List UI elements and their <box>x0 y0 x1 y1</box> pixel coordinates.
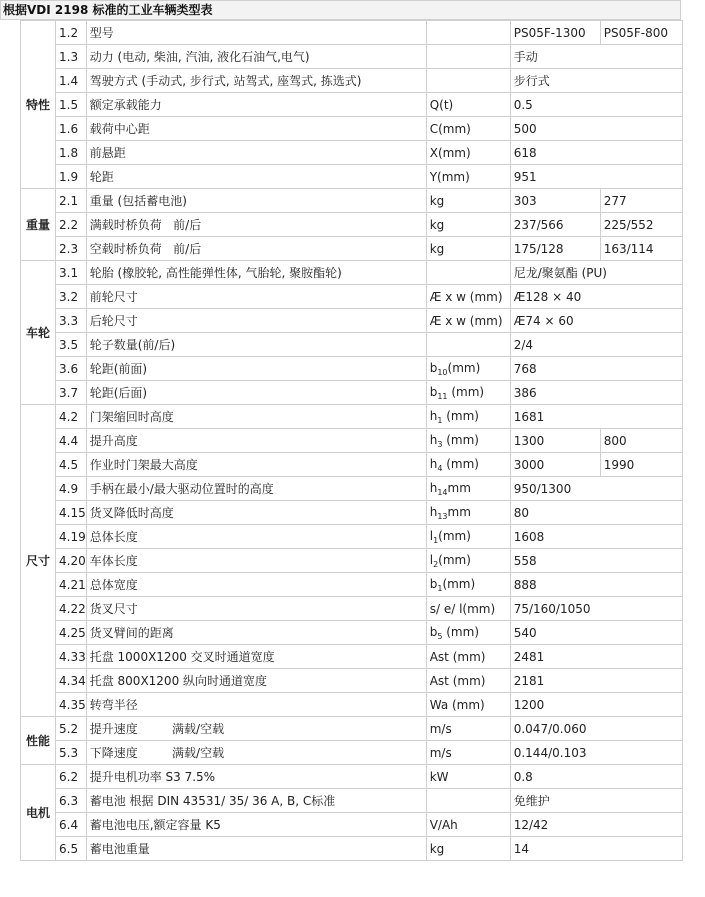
row-description: 下降速度 满载/空载 <box>86 741 426 765</box>
value-primary: Æ74 × 60 <box>510 309 682 333</box>
unit-subscript: 1 <box>433 535 439 545</box>
value-primary: 0.047/0.060 <box>510 717 682 741</box>
row-unit <box>426 69 510 93</box>
row-description: 驾驶方式 (手动式, 步行式, 站驾式, 座驾式, 拣选式) <box>86 69 426 93</box>
row-unit <box>426 573 510 597</box>
table-row <box>21 237 683 261</box>
table-row <box>21 645 683 669</box>
row-unit <box>426 453 510 477</box>
unit-symbol: h <box>429 408 438 423</box>
row-number: 4.2 <box>56 405 87 429</box>
value-primary: 80 <box>510 501 682 525</box>
table-row <box>21 165 683 189</box>
table-row <box>21 621 683 645</box>
row-unit: kW <box>426 765 510 789</box>
row-number: 4.20 <box>56 549 87 573</box>
table-row <box>21 117 683 141</box>
table-row <box>21 357 683 381</box>
unit-tail: (mm) <box>442 576 476 591</box>
row-unit: m/s <box>426 741 510 765</box>
row-unit <box>426 621 510 645</box>
row-unit: V/Ah <box>426 813 510 837</box>
table-row <box>21 261 683 285</box>
unit-subscript: 3 <box>437 439 443 449</box>
row-unit: s/ e/ l(mm) <box>426 597 510 621</box>
row-description: 蓄电池重量 <box>86 837 426 861</box>
row-unit <box>426 261 510 285</box>
value-primary: 951 <box>510 165 682 189</box>
row-description: 轮胎 (橡胶轮, 高性能弹性体, 气胎轮, 聚胺酯轮) <box>86 261 426 285</box>
unit-symbol: l <box>429 528 434 543</box>
row-number: 6.5 <box>56 837 87 861</box>
row-unit <box>426 429 510 453</box>
row-number: 5.2 <box>56 717 87 741</box>
table-row <box>21 597 683 621</box>
row-description: 总体宽度 <box>86 573 426 597</box>
row-unit <box>426 789 510 813</box>
unit-subscript: 5 <box>437 631 443 641</box>
value-primary: 0.8 <box>510 765 682 789</box>
value-primary: 237/566 <box>510 213 600 237</box>
row-description: 额定承载能力 <box>86 93 426 117</box>
row-description: 车体长度 <box>86 549 426 573</box>
table-row <box>21 69 683 93</box>
value-primary: 1608 <box>510 525 682 549</box>
unit-symbol: b <box>429 360 438 375</box>
unit-symbol: h <box>429 456 438 471</box>
row-description: 动力 (电动, 柴油, 汽油, 液化石油气,电气) <box>86 45 426 69</box>
row-number: 4.25 <box>56 621 87 645</box>
value-primary: 手动 <box>510 45 682 69</box>
row-unit: kg <box>426 237 510 261</box>
row-description: 作业时门架最大高度 <box>86 453 426 477</box>
unit-subscript: 13 <box>437 511 448 521</box>
row-description: 轮距 <box>86 165 426 189</box>
row-description: 总体长度 <box>86 525 426 549</box>
value-primary: 2/4 <box>510 333 682 357</box>
row-unit: X(mm) <box>426 141 510 165</box>
row-description: 货叉降低时高度 <box>86 501 426 525</box>
unit-symbol: l <box>429 552 434 567</box>
row-description: 货叉臂间的距离 <box>86 621 426 645</box>
value-primary: PS05F-1300 <box>510 21 600 45</box>
table-row <box>21 741 683 765</box>
category-cell: 车轮 <box>21 261 56 405</box>
row-description: 满载时桥负荷 前/后 <box>86 213 426 237</box>
value-primary: 386 <box>510 381 682 405</box>
row-number: 6.2 <box>56 765 87 789</box>
row-number: 1.9 <box>56 165 87 189</box>
unit-symbol: b <box>429 624 438 639</box>
unit-tail: (mm) <box>447 360 481 375</box>
row-number: 3.1 <box>56 261 87 285</box>
unit-subscript: 14 <box>437 487 448 497</box>
row-description: 提升速度 满载/空载 <box>86 717 426 741</box>
category-cell: 性能 <box>21 717 56 765</box>
table-row <box>21 213 683 237</box>
value-primary: 0.5 <box>510 93 682 117</box>
unit-tail: mm <box>447 504 471 519</box>
row-description: 提升电机功率 S3 7.5% <box>86 765 426 789</box>
table-row <box>21 453 683 477</box>
table-row <box>21 45 683 69</box>
table-row <box>21 525 683 549</box>
row-description: 转弯半径 <box>86 693 426 717</box>
row-unit <box>426 405 510 429</box>
value-primary: 303 <box>510 189 600 213</box>
row-number: 4.21 <box>56 573 87 597</box>
row-number: 3.5 <box>56 333 87 357</box>
row-number: 2.3 <box>56 237 87 261</box>
row-number: 1.2 <box>56 21 87 45</box>
value-primary: 3000 <box>510 453 600 477</box>
row-unit: C(mm) <box>426 117 510 141</box>
row-description: 托盘 1000X1200 交叉时通道宽度 <box>86 645 426 669</box>
row-description: 前悬距 <box>86 141 426 165</box>
row-unit: Æ x w (mm) <box>426 285 510 309</box>
row-number: 1.4 <box>56 69 87 93</box>
unit-tail: (mm) <box>442 456 479 471</box>
row-unit <box>426 525 510 549</box>
table-row <box>21 717 683 741</box>
value-secondary: 277 <box>600 189 682 213</box>
table-row <box>21 429 683 453</box>
row-description: 重量 (包括蓄电池) <box>86 189 426 213</box>
unit-subscript: 11 <box>437 391 448 401</box>
row-number: 5.3 <box>56 741 87 765</box>
table-row <box>21 21 683 45</box>
row-description: 型号 <box>86 21 426 45</box>
row-unit: kg <box>426 189 510 213</box>
unit-symbol: b <box>429 576 438 591</box>
value-primary: 1681 <box>510 405 682 429</box>
table-row <box>21 573 683 597</box>
value-primary: 75/160/1050 <box>510 597 682 621</box>
table-row <box>21 93 683 117</box>
row-unit: Ast (mm) <box>426 669 510 693</box>
value-primary: 2481 <box>510 645 682 669</box>
value-secondary: 163/114 <box>600 237 682 261</box>
table-row <box>21 189 683 213</box>
row-description: 后轮尺寸 <box>86 309 426 333</box>
category-cell: 电机 <box>21 765 56 861</box>
value-primary: 175/128 <box>510 237 600 261</box>
value-primary: 2181 <box>510 669 682 693</box>
unit-subscript: 1 <box>437 583 443 593</box>
value-primary: 500 <box>510 117 682 141</box>
table-row <box>21 813 683 837</box>
table-row <box>21 381 683 405</box>
table-row <box>21 405 683 429</box>
row-unit <box>426 357 510 381</box>
value-primary: 步行式 <box>510 69 682 93</box>
table-row <box>21 333 683 357</box>
row-number: 1.3 <box>56 45 87 69</box>
table-row <box>21 669 683 693</box>
table-row <box>21 693 683 717</box>
row-description: 轮距(前面) <box>86 357 426 381</box>
row-number: 4.34 <box>56 669 87 693</box>
value-secondary: 225/552 <box>600 213 682 237</box>
row-description: 空载时桥负荷 前/后 <box>86 237 426 261</box>
row-unit: Wa (mm) <box>426 693 510 717</box>
row-unit: Y(mm) <box>426 165 510 189</box>
row-description: 蓄电池电压,额定容量 K5 <box>86 813 426 837</box>
unit-symbol: h <box>429 432 438 447</box>
row-description: 蓄电池 根据 DIN 43531/ 35/ 36 A, B, C标准 <box>86 789 426 813</box>
row-number: 4.5 <box>56 453 87 477</box>
unit-symbol: h <box>429 480 438 495</box>
unit-symbol: b <box>429 384 438 399</box>
value-primary: 0.144/0.103 <box>510 741 682 765</box>
row-number: 6.3 <box>56 789 87 813</box>
value-primary: 1300 <box>510 429 600 453</box>
row-unit: Q(t) <box>426 93 510 117</box>
value-primary: Æ128 × 40 <box>510 285 682 309</box>
value-primary: 540 <box>510 621 682 645</box>
row-number: 1.8 <box>56 141 87 165</box>
table-row <box>21 477 683 501</box>
row-number: 2.1 <box>56 189 87 213</box>
value-primary: 尼龙/聚氨酯 (PU) <box>510 261 682 285</box>
unit-subscript: 2 <box>433 559 439 569</box>
row-unit <box>426 333 510 357</box>
row-unit <box>426 381 510 405</box>
value-primary: 888 <box>510 573 682 597</box>
value-primary: 免维护 <box>510 789 682 813</box>
spec-table <box>20 20 683 861</box>
row-number: 6.4 <box>56 813 87 837</box>
category-cell: 重量 <box>21 189 56 261</box>
row-number: 2.2 <box>56 213 87 237</box>
value-primary: 618 <box>510 141 682 165</box>
table-row <box>21 309 683 333</box>
unit-tail: (mm) <box>442 408 479 423</box>
row-unit: m/s <box>426 717 510 741</box>
row-unit: Ast (mm) <box>426 645 510 669</box>
row-unit <box>426 501 510 525</box>
table-row <box>21 837 683 861</box>
page-margin <box>681 0 705 897</box>
table-row <box>21 501 683 525</box>
unit-subscript: 4 <box>437 463 443 473</box>
row-number: 3.3 <box>56 309 87 333</box>
value-primary: 1200 <box>510 693 682 717</box>
unit-tail: mm <box>447 480 471 495</box>
value-primary: 558 <box>510 549 682 573</box>
table-row <box>21 285 683 309</box>
row-unit <box>426 549 510 573</box>
row-description: 提升高度 <box>86 429 426 453</box>
unit-tail: (mm) <box>442 624 479 639</box>
value-primary: 950/1300 <box>510 477 682 501</box>
row-number: 3.2 <box>56 285 87 309</box>
unit-subscript: 1 <box>437 415 443 425</box>
table-row <box>21 549 683 573</box>
row-number: 4.9 <box>56 477 87 501</box>
row-number: 4.33 <box>56 645 87 669</box>
value-secondary: 1990 <box>600 453 682 477</box>
row-number: 4.4 <box>56 429 87 453</box>
row-number: 4.35 <box>56 693 87 717</box>
unit-tail: (mm) <box>438 528 471 543</box>
unit-tail: (mm) <box>442 432 479 447</box>
value-secondary: PS05F-800 <box>600 21 682 45</box>
table-title: 根据VDI 2198 标准的工业车辆类型表 <box>0 0 681 20</box>
table-row <box>21 765 683 789</box>
row-description: 载荷中心距 <box>86 117 426 141</box>
table-row <box>21 141 683 165</box>
unit-symbol: h <box>429 504 438 519</box>
row-description: 门架缩回时高度 <box>86 405 426 429</box>
value-primary: 12/42 <box>510 813 682 837</box>
category-cell: 尺寸 <box>21 405 56 717</box>
row-description: 前轮尺寸 <box>86 285 426 309</box>
row-number: 4.15 <box>56 501 87 525</box>
unit-tail: (mm) <box>447 384 485 399</box>
row-unit <box>426 21 510 45</box>
row-description: 手柄在最小/最大驱动位置时的高度 <box>86 477 426 501</box>
unit-subscript: 10 <box>437 367 448 377</box>
table-row <box>21 789 683 813</box>
row-number: 1.6 <box>56 117 87 141</box>
unit-tail: (mm) <box>438 552 471 567</box>
row-number: 3.6 <box>56 357 87 381</box>
row-number: 1.5 <box>56 93 87 117</box>
row-number: 4.19 <box>56 525 87 549</box>
value-secondary: 800 <box>600 429 682 453</box>
row-number: 4.22 <box>56 597 87 621</box>
row-description: 货叉尺寸 <box>86 597 426 621</box>
value-primary: 768 <box>510 357 682 381</box>
row-unit: Æ x w (mm) <box>426 309 510 333</box>
value-primary: 14 <box>510 837 682 861</box>
row-description: 轮距(后面) <box>86 381 426 405</box>
row-description: 轮子数量(前/后) <box>86 333 426 357</box>
row-unit <box>426 477 510 501</box>
row-unit: kg <box>426 837 510 861</box>
category-cell: 特性 <box>21 21 56 189</box>
row-unit: kg <box>426 213 510 237</box>
row-number: 3.7 <box>56 381 87 405</box>
row-description: 托盘 800X1200 纵向时通道宽度 <box>86 669 426 693</box>
row-unit <box>426 45 510 69</box>
